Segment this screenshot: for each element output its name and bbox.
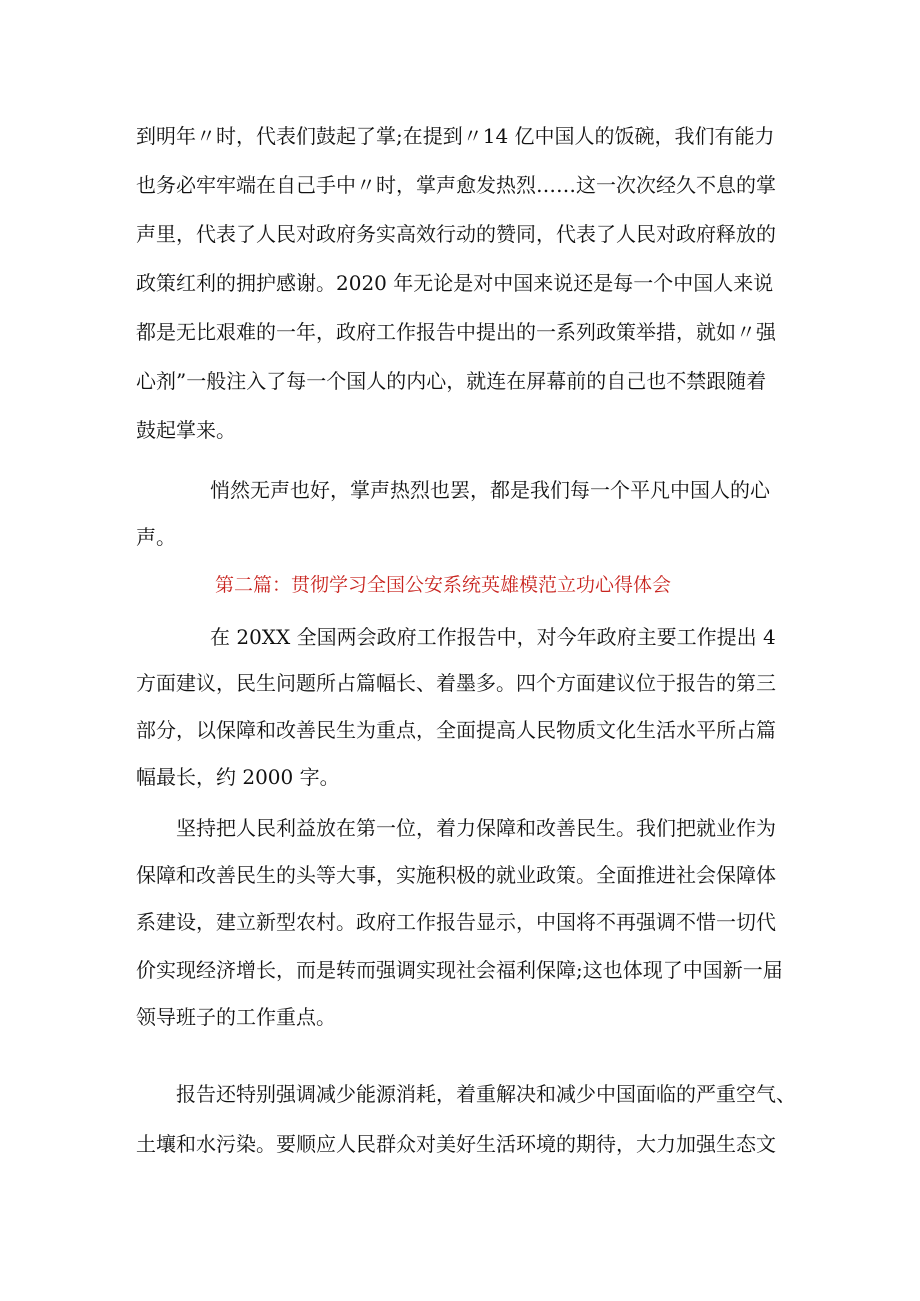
text-line: 坚持把人民利益放在第一位，着力保障和改善民生。我们把就业作为: [176, 816, 776, 840]
text-line: 价实现经济增长，而是转而强调实现社会福利保障;这也体现了中国新一届: [136, 958, 783, 982]
text-line: 部分，以保障和改善民生为重点，全面提高人民物质文化生活水平所占篇: [136, 718, 776, 742]
text-line: 也务必牢牢端在自己手中〃时，掌声愈发热烈……这一次次经久不息的掌: [136, 173, 776, 197]
text-line: 政策红利的拥护感谢。2020 年无论是对中国来说还是每一个中国人来说: [136, 271, 774, 295]
text-line: 都是无比艰难的一年，政府工作报告中提出的一系列政策举措，就如〃强: [136, 320, 776, 344]
text-line: 到明年〃时，代表们鼓起了掌;在提到〃14 亿中国人的饭碗，我们有能力: [136, 124, 775, 148]
text-line: 悄然无声也好，掌声热烈也罢，都是我们每一个平凡中国人的心: [210, 478, 770, 502]
text-line: 心剂”一般注入了每一个国人的内心，就连在屏幕前的自己也不禁跟随着: [136, 369, 767, 393]
text-line: 土壤和水污染。要顺应人民群众对美好生活环境的期待，大力加强生态文: [136, 1132, 776, 1156]
text-line: 方面建议，民生问题所占篇幅长、着墨多。四个方面建议位于报告的第三: [136, 671, 776, 695]
text-line: 声。: [136, 525, 176, 549]
text-line: 领导班子的工作重点。: [136, 1005, 336, 1029]
text-line: 在 20XX 全国两会政府工作报告中，对今年政府主要工作提出 4: [210, 625, 776, 649]
text-line: 系建设，建立新型农村。政府工作报告显示，中国将不再强调不惜一切代: [136, 910, 776, 934]
text-line: 声里，代表了人民对政府务实高效行动的赞同，代表了人民对政府释放的: [136, 222, 776, 246]
text-line: 保障和改善民生的头等大事，实施积极的就业政策。全面推进社会保障体: [136, 863, 776, 887]
text-line: 报告还特别强调减少能源消耗，着重解决和减少中国面临的严重空气、: [176, 1082, 796, 1106]
text-line: 幅最长，约 2000 字。: [136, 765, 340, 789]
section-heading: 第二篇：贯彻学习全国公安系统英雄模范立功心得体会: [215, 574, 672, 596]
text-line: 鼓起掌来。: [136, 418, 236, 442]
